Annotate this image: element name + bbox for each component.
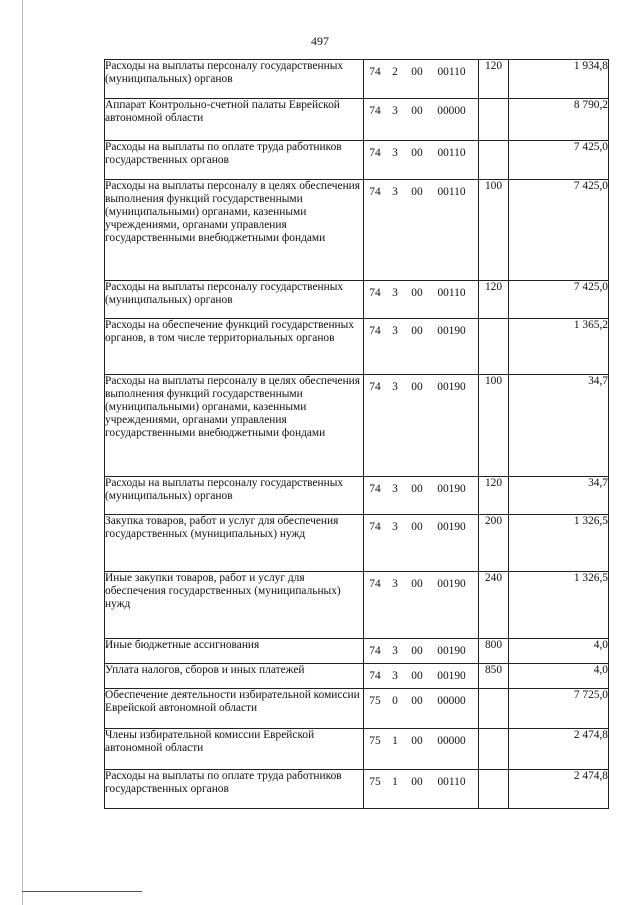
section-code: 3	[392, 147, 398, 159]
ministry-code: 75	[369, 776, 381, 788]
expense-type: 200	[479, 515, 509, 572]
row-name: Расходы на выплаты персоналу в целях обеспечения выполнения функций государственными (муниципальными) органами, казенными учреждениями, органами управления государственными внебюджетными фондами	[105, 180, 364, 281]
expense-type: 850	[479, 664, 509, 689]
page-number: 497	[311, 34, 329, 48]
expense-type: 800	[479, 639, 509, 664]
table-row	[105, 281, 609, 319]
amount: 7 425,0	[509, 281, 609, 319]
table-row	[105, 572, 609, 639]
table-row	[105, 639, 609, 664]
target-code: 00190	[437, 381, 466, 393]
subsection-code: 00	[411, 695, 423, 707]
row-name: Расходы на выплаты персоналу государственных (муниципальных) органов	[105, 281, 364, 319]
section-code: 3	[392, 670, 398, 682]
row-name: Расходы на обеспечение функций государственных органов, в том числе территориальных органов	[105, 319, 364, 375]
ministry-code: 74	[369, 483, 381, 495]
section-code: 0	[392, 695, 398, 707]
subsection-code: 00	[411, 381, 423, 393]
ministry-code: 75	[369, 695, 381, 707]
section-code: 3	[392, 483, 398, 495]
row-name: Расходы на выплаты персоналу государственных (муниципальных) органов	[105, 60, 364, 99]
target-code: 00110	[437, 287, 466, 299]
amount: 2 474,8	[509, 770, 609, 809]
expense-type	[479, 99, 509, 141]
subsection-code: 00	[411, 105, 423, 117]
row-name: Закупка товаров, работ и услуг для обеспечения государственных (муниципальных) нужд	[105, 515, 364, 572]
row-codes	[364, 729, 479, 770]
section-code: 3	[392, 521, 398, 533]
row-codes	[364, 770, 479, 809]
amount: 7 725,0	[509, 689, 609, 729]
target-code: 00190	[437, 521, 466, 533]
table-row	[105, 689, 609, 729]
subsection-code: 00	[411, 66, 423, 78]
table-row	[105, 141, 609, 180]
section-code: 3	[392, 578, 398, 590]
amount: 2 474,8	[509, 729, 609, 770]
section-code: 3	[392, 381, 398, 393]
expense-type	[479, 729, 509, 770]
row-name: Иные закупки товаров, работ и услуг для обеспечения государственных (муниципальных) нужд	[105, 572, 364, 639]
target-code: 00110	[437, 186, 466, 198]
section-code: 2	[392, 66, 398, 78]
subsection-code: 00	[411, 521, 423, 533]
expense-type: 120	[479, 281, 509, 319]
subsection-code: 00	[411, 325, 423, 337]
row-codes	[364, 99, 479, 141]
section-code: 1	[392, 776, 398, 788]
row-codes	[364, 572, 479, 639]
target-code: 00190	[437, 645, 466, 657]
target-code: 00000	[437, 105, 466, 117]
section-code: 3	[392, 645, 398, 657]
subsection-code: 00	[411, 147, 423, 159]
subsection-code: 00	[411, 776, 423, 788]
subsection-code: 00	[411, 735, 423, 747]
expense-type	[479, 689, 509, 729]
ministry-code: 74	[369, 186, 381, 198]
row-codes	[364, 281, 479, 319]
amount: 4,0	[509, 664, 609, 689]
expense-type: 120	[479, 477, 509, 515]
expense-type	[479, 141, 509, 180]
row-codes	[364, 515, 479, 572]
row-name: Уплата налогов, сборов и иных платежей	[105, 664, 364, 689]
row-codes	[364, 319, 479, 375]
ministry-code: 74	[369, 645, 381, 657]
row-codes	[364, 375, 479, 477]
amount: 1 934,8	[509, 60, 609, 99]
section-code: 3	[392, 287, 398, 299]
row-name: Расходы на выплаты по оплате труда работников государственных органов	[105, 770, 364, 809]
ministry-code: 75	[369, 735, 381, 747]
amount: 1 326,5	[509, 515, 609, 572]
row-codes	[364, 60, 479, 99]
footer-rule	[22, 891, 142, 892]
target-code: 00110	[437, 147, 466, 159]
row-name: Иные бюджетные ассигнования	[105, 639, 364, 664]
target-code: 00190	[437, 578, 466, 590]
row-codes	[364, 689, 479, 729]
table-row	[105, 319, 609, 375]
table-row	[105, 664, 609, 689]
ministry-code: 74	[369, 521, 381, 533]
table-row	[105, 770, 609, 809]
ministry-code: 74	[369, 578, 381, 590]
section-code: 3	[392, 186, 398, 198]
row-name: Расходы на выплаты персоналу государственных (муниципальных) органов	[105, 477, 364, 515]
subsection-code: 00	[411, 483, 423, 495]
row-codes	[364, 141, 479, 180]
row-name: Обеспечение деятельности избирательной комиссии Еврейской автономной области	[105, 689, 364, 729]
expense-type	[479, 319, 509, 375]
amount: 4,0	[509, 639, 609, 664]
ministry-code: 74	[369, 325, 381, 337]
table-row	[105, 729, 609, 770]
target-code: 00110	[437, 776, 466, 788]
subsection-code: 00	[411, 578, 423, 590]
row-codes	[364, 664, 479, 689]
amount: 1 365,2	[509, 319, 609, 375]
table-row	[105, 180, 609, 281]
target-code: 00190	[437, 670, 466, 682]
expense-type: 240	[479, 572, 509, 639]
ministry-code: 74	[369, 381, 381, 393]
expense-type: 100	[479, 180, 509, 281]
row-name: Расходы на выплаты персоналу в целях обеспечения выполнения функций государственными (муниципальными) органами, казенными учреждениями, органами управления государственными внебюджетными фондами	[105, 375, 364, 477]
amount: 7 425,0	[509, 180, 609, 281]
amount: 1 326,5	[509, 572, 609, 639]
target-code: 00190	[437, 325, 466, 337]
target-code: 00110	[437, 66, 466, 78]
table-row	[105, 375, 609, 477]
subsection-code: 00	[411, 186, 423, 198]
expense-type: 120	[479, 60, 509, 99]
table-row	[105, 477, 609, 515]
amount: 8 790,2	[509, 99, 609, 141]
amount: 7 425,0	[509, 141, 609, 180]
target-code: 00000	[437, 695, 466, 707]
budget-table	[104, 59, 609, 809]
amount: 34,7	[509, 477, 609, 515]
ministry-code: 74	[369, 105, 381, 117]
subsection-code: 00	[411, 287, 423, 299]
left-margin-rule	[22, 0, 23, 905]
section-code: 3	[392, 105, 398, 117]
ministry-code: 74	[369, 287, 381, 299]
row-name: Расходы на выплаты по оплате труда работников государственных органов	[105, 141, 364, 180]
expense-type	[479, 770, 509, 809]
amount: 34,7	[509, 375, 609, 477]
section-code: 3	[392, 325, 398, 337]
row-name: Члены избирательной комиссии Еврейской автономной области	[105, 729, 364, 770]
ministry-code: 74	[369, 147, 381, 159]
row-codes	[364, 639, 479, 664]
table-row	[105, 60, 609, 99]
ministry-code: 74	[369, 670, 381, 682]
target-code: 00000	[437, 735, 466, 747]
section-code: 1	[392, 735, 398, 747]
table-row	[105, 99, 609, 141]
row-name: Аппарат Контрольно-счетной палаты Еврейской автономной области	[105, 99, 364, 141]
table-row	[105, 515, 609, 572]
ministry-code: 74	[369, 66, 381, 78]
expense-type: 100	[479, 375, 509, 477]
subsection-code: 00	[411, 670, 423, 682]
row-codes	[364, 477, 479, 515]
target-code: 00190	[437, 483, 466, 495]
row-codes	[364, 180, 479, 281]
subsection-code: 00	[411, 645, 423, 657]
